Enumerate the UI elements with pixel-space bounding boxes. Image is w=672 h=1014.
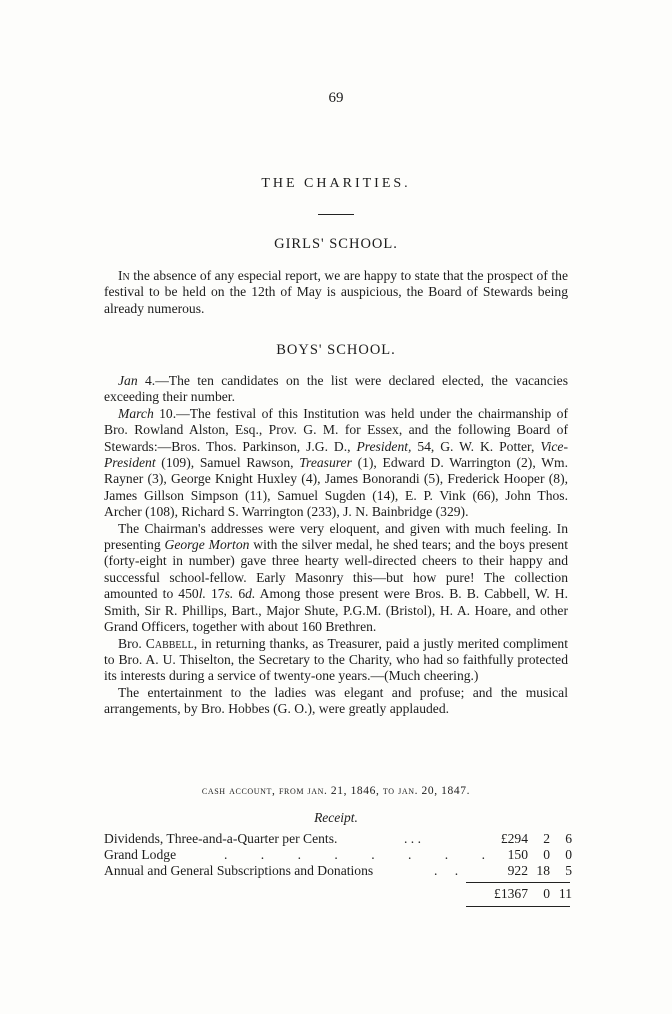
receipt-total xyxy=(104,886,572,902)
row-amount: £294 2 6 xyxy=(500,831,572,846)
row-label: Annual and General Subscriptions and Donations xyxy=(104,863,374,879)
boys-paragraph-2: March 10.—The festival of this Institution was held under the chairmanship of Bro. Rowland Alston, Esq., Prov. G. M. for Essex, and the following Board of Stewards:—Bros. Thos. Parkinson, J.G. D., President, 54, G. W. K. Potter, Vice-President (109), Samuel Rawson, Treasurer (1), Edward D. Warrington (2), Wm. Rayner (3), George Knight Huxley (4), James Bonorandi (5), Frederick Hooper (8), James Gillson Simpson (11), Samuel Sugden (14), E. P. Vink (66), John Thos. Archer (108), Richard S. Warrington (233), J. N. Bainbridge (329). xyxy=(104,405,568,520)
total-row xyxy=(104,886,572,902)
receipt-row xyxy=(104,847,572,863)
receipt-row xyxy=(104,831,572,847)
girls-school-text: In the absence of any especial report, we are happy to state that the prospect of the festival to be held on the 12th of May is auspicious, the Board of Stewards being already numerous. xyxy=(104,268,568,316)
heading-rule xyxy=(318,214,354,215)
receipt-table xyxy=(104,831,572,880)
row-amount: 922 18 5 xyxy=(507,863,572,879)
boys-paragraph-4: Bro. Cabbell, in returning thanks, as Treasurer, paid a justly merited compliment to Bro. A. U. Thiselton, the Secretary to the Charity, who had so faithfully protected its interests during a service of twenty-one years.—(Much cheering.) xyxy=(104,635,568,684)
boys-paragraph-5: The entertainment to the ladies was elegant and profuse; and the musical arrangements, by Bro. Hobbes (G. O.), were greatly applauded. xyxy=(104,684,568,717)
boys-paragraph-1: Jan 4.—The ten candidates on the list were declared elected, the vacancies exceeding their number. xyxy=(104,373,568,405)
boys-paragraph-3: The Chairman's addresses were very eloquent, and given with much feeling. In presenting George Morton with the silver medal, he shed tears; and the boys present (forty-eight in number) gave three hearty well-directed cheers to their happy and successful school-fellow. Early Masonry this—but how pure! The collection amounted to 450l. 17s. 6d. Among those present were Bros. B. B. Cabbell, W. H. Smith, Sir R. Phillips, Bart., Major Shute, P.G.M. (Bristol), H. A. Hoare, and other Grand Officers, together with about 160 Brethren. xyxy=(104,520,569,635)
boys-school-text xyxy=(104,373,568,718)
row-leader: . . . . . . . . xyxy=(224,847,485,863)
total-rule-top xyxy=(466,882,570,883)
girls-school-heading: GIRLS' SCHOOL. xyxy=(274,236,398,252)
row-amount: 150 0 0 xyxy=(507,847,572,863)
row-label: Grand Lodge xyxy=(104,847,177,863)
row-leader: . . . xyxy=(404,831,421,846)
receipt-row xyxy=(104,863,572,879)
total-amount: £1367 0 11 xyxy=(494,886,572,901)
cash-account-heading: cash account, from jan. 21, 1846, to jan. 20, 1847. xyxy=(201,785,471,797)
receipt-label: Receipt. xyxy=(314,810,358,825)
row-label: Dividends, Three-and-a-Quarter per Cents. xyxy=(104,831,338,846)
page-number: 69 xyxy=(328,90,344,106)
main-heading: THE CHARITIES. xyxy=(261,176,411,191)
dropcap-word: In xyxy=(118,268,130,283)
row-leader: . . xyxy=(434,863,459,879)
boys-school-heading: BOYS' SCHOOL. xyxy=(276,342,396,358)
total-rule-bottom xyxy=(466,906,570,907)
